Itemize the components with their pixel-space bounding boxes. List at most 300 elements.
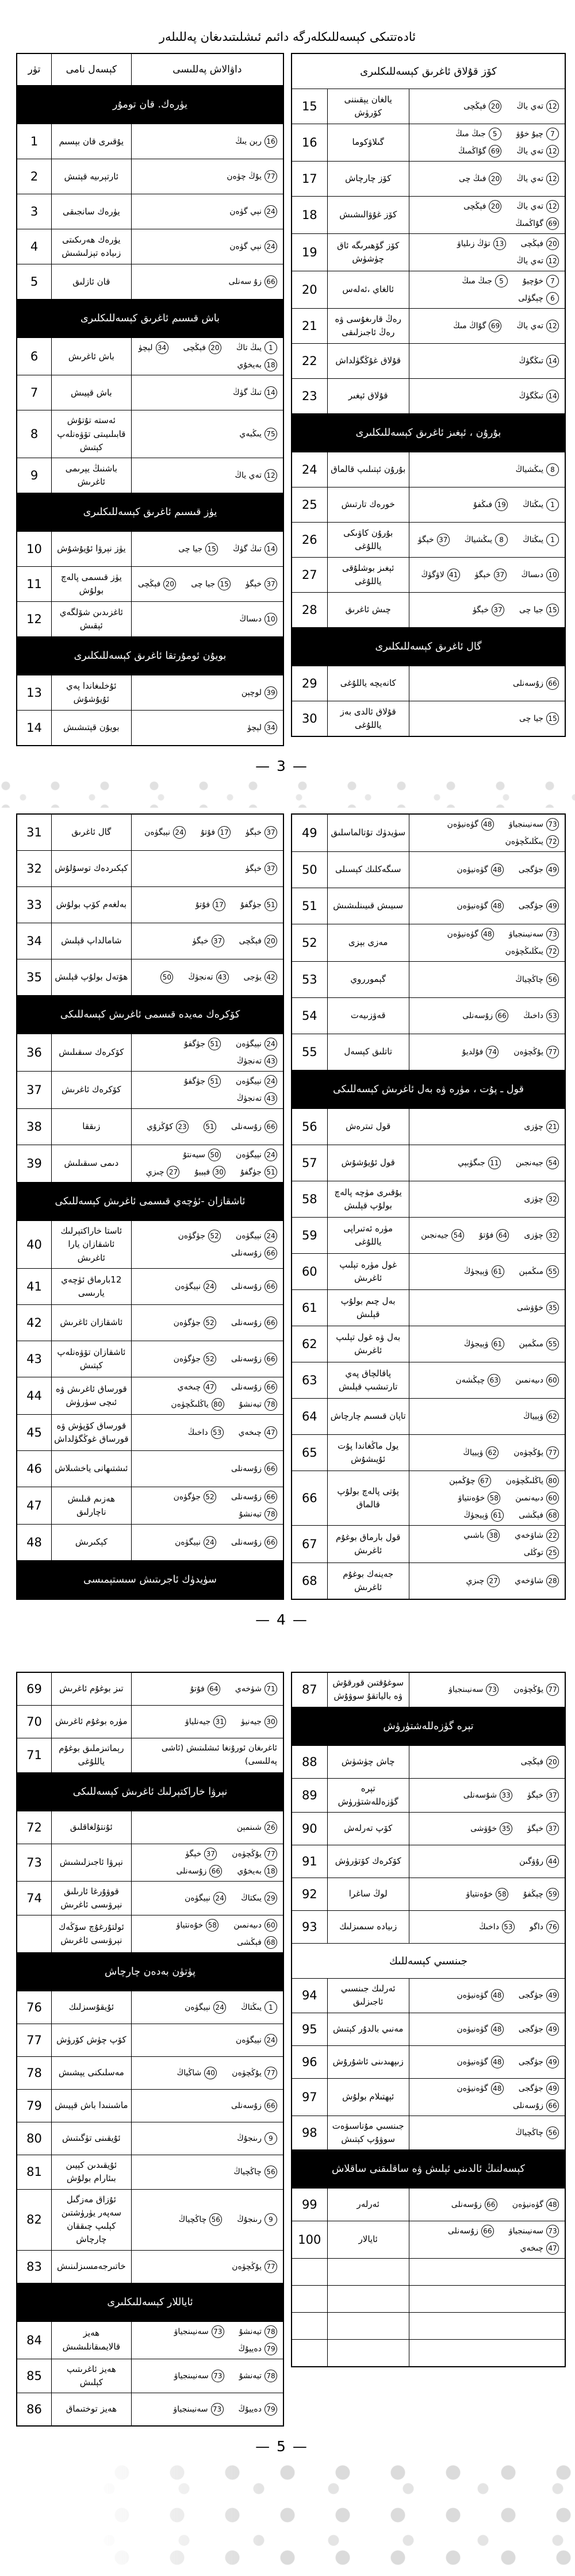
disease-name: مەنىي بالدۇر كېتىش [328, 2013, 409, 2045]
point-number-badge: 66 [264, 275, 277, 288]
disease-name: كۆز چارچاش [328, 162, 409, 196]
treatment-point [516, 1157, 559, 1169]
table-row [17, 1108, 283, 1145]
point-number-badge: 35 [546, 1302, 559, 1314]
point-name: فۇتۇ [479, 1231, 494, 1241]
point-name: جيەنيۈ [241, 1717, 262, 1727]
treatment-points [132, 1269, 283, 1304]
point-name: فۇلديۇ [462, 1047, 484, 1057]
treatment-point [515, 1575, 559, 1587]
point-number-badge: 48 [481, 928, 494, 940]
row-number: 90 [292, 1813, 328, 1845]
treatment-point [523, 1410, 559, 1423]
table-row [292, 487, 565, 522]
row-number: 59 [292, 1218, 328, 1253]
row-number: 54 [292, 998, 328, 1034]
scan-halftone-divider [0, 780, 575, 808]
points-list [137, 2166, 277, 2178]
disease-name: قورساق كۆپۈش ۋە قورساق غوڭگۈلداش [52, 1415, 132, 1450]
point-number-badge: 11 [488, 1157, 501, 1169]
treatment-points [409, 1471, 565, 1525]
point-number-badge: 58 [206, 1919, 218, 1932]
disease-name [328, 2286, 409, 2312]
row-number: 94 [292, 1979, 328, 2013]
disease-name: ئارتېرىيە قېتىش [52, 159, 132, 194]
disease-name: يول ماڭغاندا پۇت ئۇيىشۇش [328, 1435, 409, 1471]
treatment-point [239, 428, 277, 440]
point-number-badge: 15 [218, 578, 231, 590]
row-number [292, 2286, 328, 2312]
table-row [17, 675, 283, 710]
point-number-badge: 37 [212, 935, 224, 947]
points-list [415, 2056, 559, 2068]
row-number: 68 [292, 1563, 328, 1599]
treatment-points [132, 2057, 283, 2089]
treatment-point [188, 1426, 224, 1439]
points-list [137, 721, 277, 734]
point-number-badge: 48 [491, 1989, 504, 2002]
treatment-points [132, 2190, 283, 2250]
points-list [415, 677, 559, 690]
points-list [415, 2082, 559, 2112]
point-number-badge: 56 [209, 2213, 222, 2226]
treatment-point [231, 1381, 277, 1393]
treatment-point [462, 275, 508, 287]
point-number-badge: 73 [212, 2325, 224, 2338]
row-number: 78 [17, 2057, 52, 2089]
treatment-point [247, 721, 277, 734]
row-number: 44 [17, 1377, 52, 1414]
disease-name: رەڭ قارىغۇسى ۋە رەڭ ئاجىزلىقى [328, 309, 409, 343]
treatment-point [237, 359, 277, 371]
treatment-point [174, 2370, 224, 2382]
points-list [415, 1446, 559, 1459]
point-name: دىيەنمىن [515, 1494, 543, 1503]
disease-name: پاقالچاق پەي تارتىشىپ قېلىش [328, 1362, 409, 1398]
treatment-points [132, 567, 283, 601]
row-number: 83 [17, 2251, 52, 2283]
point-name: خېگۈ [192, 936, 209, 946]
disease-name: زىپھىدىنى ئاشۇرۇش [328, 2046, 409, 2078]
point-number-badge: 74 [486, 1046, 499, 1058]
points-list [415, 1265, 559, 1278]
treatment-point [418, 533, 450, 546]
point-number-badge: 64 [496, 1229, 509, 1242]
treatment-point [448, 2225, 494, 2237]
point-number-badge: 48 [491, 2082, 504, 2095]
treatment-point [175, 1280, 216, 1293]
row-number: 25 [292, 487, 328, 522]
points-list [415, 1756, 559, 1768]
row-number: 18 [292, 197, 328, 233]
treatment-point [185, 1715, 226, 1728]
section-header-bar: يۈز قىسىم ئاغرىق كېسەللىكلىرى [17, 493, 283, 531]
treatment-points [409, 888, 565, 924]
row-number: 91 [292, 1845, 328, 1878]
point-name: يۇڭچۈەن [513, 1685, 543, 1695]
points-list [415, 498, 559, 511]
point-name: ۋېيياڭ [463, 1448, 484, 1458]
points-list [137, 971, 277, 984]
point-name: فىڭ چى [458, 174, 486, 183]
point-number-badge: 12 [546, 145, 559, 158]
row-number: 55 [292, 1034, 328, 1070]
row-number: 20 [292, 271, 328, 308]
row-number: 89 [292, 1779, 328, 1813]
treatment-points [132, 1991, 283, 2024]
point-number-badge: 9 [264, 2213, 277, 2226]
table-row [17, 2024, 283, 2056]
points-list [415, 1410, 559, 1423]
disease-name: يۇقىرى مۈچە پالەچ بولۇپ قېلىش [328, 1181, 409, 1217]
treatment-point [229, 275, 277, 288]
point-number-badge: 66 [209, 1865, 222, 1878]
disease-name: كۆپ چۈش كۆرۈش [52, 2024, 132, 2056]
point-number-badge: 33 [500, 1789, 512, 1802]
disease-name [328, 2340, 409, 2366]
section-header-bar: نېرۋا خاراكتېرلىك ئاغرىش كېسەللىكى [17, 1772, 283, 1811]
table-row [292, 1563, 565, 1599]
treatment-point [236, 1230, 277, 1242]
table-row [292, 815, 565, 851]
row-number: 81 [17, 2155, 52, 2189]
disease-name: بەلغەم كۆپ بولۇش [52, 887, 132, 923]
treatment-point [227, 170, 277, 183]
treatment-point [185, 1892, 226, 1905]
point-number-badge: 24 [264, 2034, 277, 2047]
table-row [17, 264, 283, 299]
points-list [415, 818, 559, 848]
point-number-badge: 15 [546, 604, 559, 616]
disease-name: قول ئۇيۇشۇش [328, 1145, 409, 1181]
point-number-badge: 72 [546, 835, 559, 848]
point-name: نېيگۈەن [175, 1537, 201, 1547]
points-list [137, 428, 277, 440]
treatment-point [421, 569, 460, 581]
treatment-points [132, 851, 283, 886]
point-number-badge: 80 [546, 1475, 559, 1487]
disease-name: ئاشقازان تۆۋەنلەپ كېتىش [52, 1341, 132, 1377]
table-row [292, 2258, 565, 2285]
point-name: يىڭلىڭچۈەن [505, 947, 543, 957]
treatment-points [409, 701, 565, 736]
point-number-badge: 7 [546, 275, 559, 287]
point-name: زۇسەنلى [513, 2101, 543, 2110]
treatment-point [232, 2260, 277, 2273]
treatment-points [409, 962, 565, 997]
point-name: فىڭفۇ [473, 500, 493, 509]
point-name: فېڭچى [183, 343, 206, 353]
row-number: 72 [17, 1811, 52, 1844]
treatment-point [519, 1855, 559, 1868]
point-number-badge: 24 [264, 1149, 277, 1161]
disease-name: ئۇخلىغاندا پەي ئۇيۇشۇش [52, 675, 132, 710]
treatment-points [409, 2221, 565, 2258]
disease-name: ئېغىز بوشلۇقى ياللۇغى [328, 558, 409, 592]
table-row [292, 1362, 565, 1398]
treatment-point [229, 205, 277, 218]
table-row [292, 161, 565, 196]
points-list [415, 1789, 559, 1802]
point-number-badge: 73 [546, 2225, 559, 2237]
point-number-badge: 12 [546, 255, 559, 267]
point-name: جۈگفۇ [184, 1039, 206, 1049]
treatment-point [231, 1316, 277, 1329]
treatment-point [519, 1265, 559, 1278]
point-name: فېڭچى [239, 936, 262, 946]
treatment-points [409, 2313, 565, 2339]
point-name: يۇڭچۈەن [232, 2262, 262, 2271]
points-list [137, 1892, 277, 1905]
treatment-point [237, 1821, 277, 1834]
treatment-point [512, 2198, 559, 2211]
point-number-badge: 78 [264, 1398, 277, 1411]
table-row [17, 566, 283, 601]
point-name: نېي گۈەن [229, 207, 262, 217]
point-name: لاۋگۈڭ [421, 570, 444, 579]
table-row [17, 337, 283, 375]
treatment-point [519, 712, 559, 725]
points-list [415, 1193, 559, 1206]
treatment-point [517, 1302, 559, 1314]
table-row [292, 2188, 565, 2221]
point-name: شاۋخەي [515, 1576, 543, 1586]
treatment-point [509, 2225, 559, 2237]
point-name: خۇۋشى [516, 1303, 543, 1313]
treatment-points [409, 1326, 565, 1362]
treatment-points [409, 1878, 565, 1910]
row-number: 15 [292, 89, 328, 124]
point-name: چىخەي [520, 2244, 543, 2253]
point-number-badge: 37 [264, 826, 277, 839]
point-number-badge: 43 [264, 1055, 277, 1068]
table-row [17, 1844, 283, 1881]
treatment-point [463, 1509, 504, 1522]
disease-name: ئاشقازان ئاغرىش [52, 1305, 132, 1341]
points-list [415, 200, 559, 230]
point-number-badge: 20 [163, 578, 176, 590]
point-number-badge: 56 [546, 2126, 559, 2139]
point-name: تىڭ گۈڭ [233, 544, 262, 554]
treatment-point [239, 2343, 277, 2355]
treatment-points [409, 197, 565, 233]
row-number: 3 [17, 194, 52, 229]
point-number-badge: 5 [489, 128, 501, 140]
disease-name: ئولتۇرغۇچ سۆڭەك نېرۋىسى ئاغرىش [52, 1915, 132, 1952]
treatment-points [409, 2013, 565, 2045]
disease-name: بەل ۋە غول تېلىپ ئاغرىش [328, 1326, 409, 1362]
treatment-point [235, 135, 277, 148]
row-number: 92 [292, 1878, 328, 1910]
treatment-point [473, 498, 508, 511]
table-row [292, 1253, 565, 1289]
point-name: چاڭچياڭ [178, 2215, 207, 2225]
table-row [292, 2339, 565, 2366]
table-row [17, 2359, 283, 2393]
points-list [137, 578, 277, 590]
point-name: خېگۈ [474, 570, 491, 579]
point-number-badge: 17 [218, 826, 231, 839]
treatment-point [519, 1338, 559, 1350]
disease-name: ماشىنىدا باش قېيىش [52, 2090, 132, 2122]
treatment-point [524, 1546, 559, 1559]
row-number: 35 [17, 959, 52, 995]
disease-name: باش قېيىش [52, 375, 132, 410]
point-number-badge: 66 [481, 2225, 494, 2237]
treatment-points [132, 2322, 283, 2359]
point-number-badge: 73 [212, 2370, 224, 2382]
row-number [17, 1915, 52, 1952]
point-name: نېيگۈەن [236, 1231, 262, 1241]
point-number-badge: 14 [264, 543, 277, 555]
disease-name: كېكىردەك توسۇلۇش [52, 851, 132, 886]
disease-name: ئۇنتۇلغاقلىق [52, 1811, 132, 1844]
point-name: چېڭفۇ [523, 1890, 543, 1899]
point-name: يىڭبەي [239, 429, 262, 439]
treatment-point [178, 543, 218, 555]
point-name: جيا چى [519, 605, 543, 615]
table-row [17, 2189, 283, 2250]
treatment-point [516, 145, 559, 158]
point-number-badge: 37 [437, 533, 450, 546]
treatment-points [409, 1746, 565, 1778]
points-list [137, 135, 277, 148]
point-number-badge: 19 [495, 498, 508, 511]
table-row [292, 1434, 565, 1471]
treatment-point [457, 2023, 504, 2036]
row-number: 36 [17, 1034, 52, 1071]
point-name: دەييۇڭ [238, 2344, 262, 2354]
points-list [137, 1683, 277, 1695]
point-name: نېيگۈەن [236, 2036, 262, 2045]
point-number-badge: 66 [264, 1247, 277, 1260]
point-name: يىڭشياڭ [515, 465, 543, 474]
table-row [292, 557, 565, 592]
section-header-bar: پۈتۈن بەدەن چارچاش [17, 1952, 283, 1991]
treatment-point [515, 2126, 559, 2139]
treatment-point [463, 200, 501, 213]
point-number-badge: 77 [546, 1683, 559, 1696]
treatment-points [409, 2116, 565, 2150]
treatment-points [409, 379, 565, 413]
point-name: نېيگۈەن [144, 828, 171, 838]
treatment-point [527, 1822, 559, 1835]
treatment-point [519, 2056, 559, 2068]
points-list [415, 1120, 559, 1133]
disease-name: يۈرەك سانجىقى [52, 194, 132, 229]
points-list [415, 1302, 559, 1314]
table-row [17, 2155, 283, 2189]
row-number: 24 [292, 452, 328, 487]
point-name: گۈەنيۈەن [457, 2083, 488, 2093]
point-name: مىڭمېن [519, 1267, 543, 1277]
point-number-badge: 66 [546, 677, 559, 690]
row-number: 26 [292, 523, 328, 557]
treatment-point [464, 1265, 504, 1278]
treatment-point [524, 1193, 559, 1206]
point-number-badge: 49 [546, 900, 559, 912]
point-number-badge: 66 [496, 1009, 508, 1022]
point-number-badge: 66 [264, 1316, 277, 1329]
point-number-badge: 24 [213, 2001, 226, 2014]
disease-name: قەۋزىيەت [328, 998, 409, 1034]
treatment-point [144, 826, 186, 839]
treatment-point [448, 1683, 499, 1696]
treatment-points [132, 194, 283, 229]
table-row [17, 2321, 283, 2359]
disease-name: بەل چىم بولۇپ قېلىش [328, 1290, 409, 1326]
treatment-point [231, 1536, 277, 1549]
table-row [292, 1525, 565, 1563]
point-number-badge: 5 [495, 275, 508, 287]
point-number-badge: 77 [264, 2260, 277, 2273]
section-header-bar: يۈرەك. قان تومۇر [17, 85, 283, 124]
treatment-point [449, 1475, 491, 1487]
treatment-note: ئاغرىغان ئورۇنغا ئىشلىتىش (ئاشى پەللىسى) [161, 1744, 277, 1767]
table-row [17, 1071, 283, 1108]
treatment-points [132, 2359, 283, 2393]
treatment-point [509, 928, 559, 940]
row-number: 19 [292, 234, 328, 271]
point-number-badge: 58 [488, 1492, 500, 1504]
disease-name: تىز بوغۇم ئاغرىش [52, 1673, 132, 1705]
treatment-point [455, 1374, 500, 1387]
treatment-point [523, 533, 559, 546]
point-number-badge: 51 [264, 1166, 277, 1178]
point-number-badge: 73 [546, 818, 559, 831]
treatment-point [447, 818, 494, 831]
points-list [415, 1475, 559, 1522]
table-row [17, 601, 283, 636]
treatment-point [138, 578, 176, 590]
point-name: خېگۈ [417, 535, 434, 544]
row-number: 95 [292, 2013, 328, 2045]
point-name: جيەنجىن [515, 1158, 543, 1168]
table-row [17, 1524, 283, 1560]
points-list [137, 2403, 277, 2416]
merged-subheader: جىنسىي كېسەللىك [292, 1943, 565, 1978]
points-list [415, 2126, 559, 2139]
treatment-point [458, 145, 502, 158]
point-number-badge: 61 [492, 1338, 504, 1350]
point-number-badge: 60 [264, 1919, 277, 1932]
treatment-points [132, 959, 283, 995]
point-name: نېيگۈەن [236, 1077, 262, 1087]
point-name: جيەنجىن [421, 1231, 449, 1241]
disease-name: ھەيز قالايمىقانلىشىش [52, 2322, 132, 2359]
disease-name: قول تىترەش [328, 1109, 409, 1145]
treatment-points [409, 1563, 565, 1599]
row-number: 85 [17, 2359, 52, 2393]
point-name: جيا چى [178, 544, 203, 554]
treatment-point [236, 1149, 277, 1161]
point-name: سەنيىنجياۋ [448, 1685, 484, 1695]
treatment-points [409, 124, 565, 161]
row-number: 97 [292, 2079, 328, 2116]
points-list [137, 1462, 277, 1475]
disease-name: كۆكرەك ئاغرىش [52, 1072, 132, 1108]
points-list [137, 2260, 277, 2273]
treatment-points [409, 1109, 565, 1145]
points-list [415, 237, 559, 267]
treatment-points [409, 2259, 565, 2285]
disease-name: زىيادە سىمىزلىك [328, 1911, 409, 1943]
points-list [415, 275, 559, 305]
treatment-points [132, 1811, 283, 1844]
disease-name: گىلاۋكوما [328, 124, 409, 161]
table-row [292, 888, 565, 924]
point-number-badge: 49 [546, 2023, 559, 2036]
